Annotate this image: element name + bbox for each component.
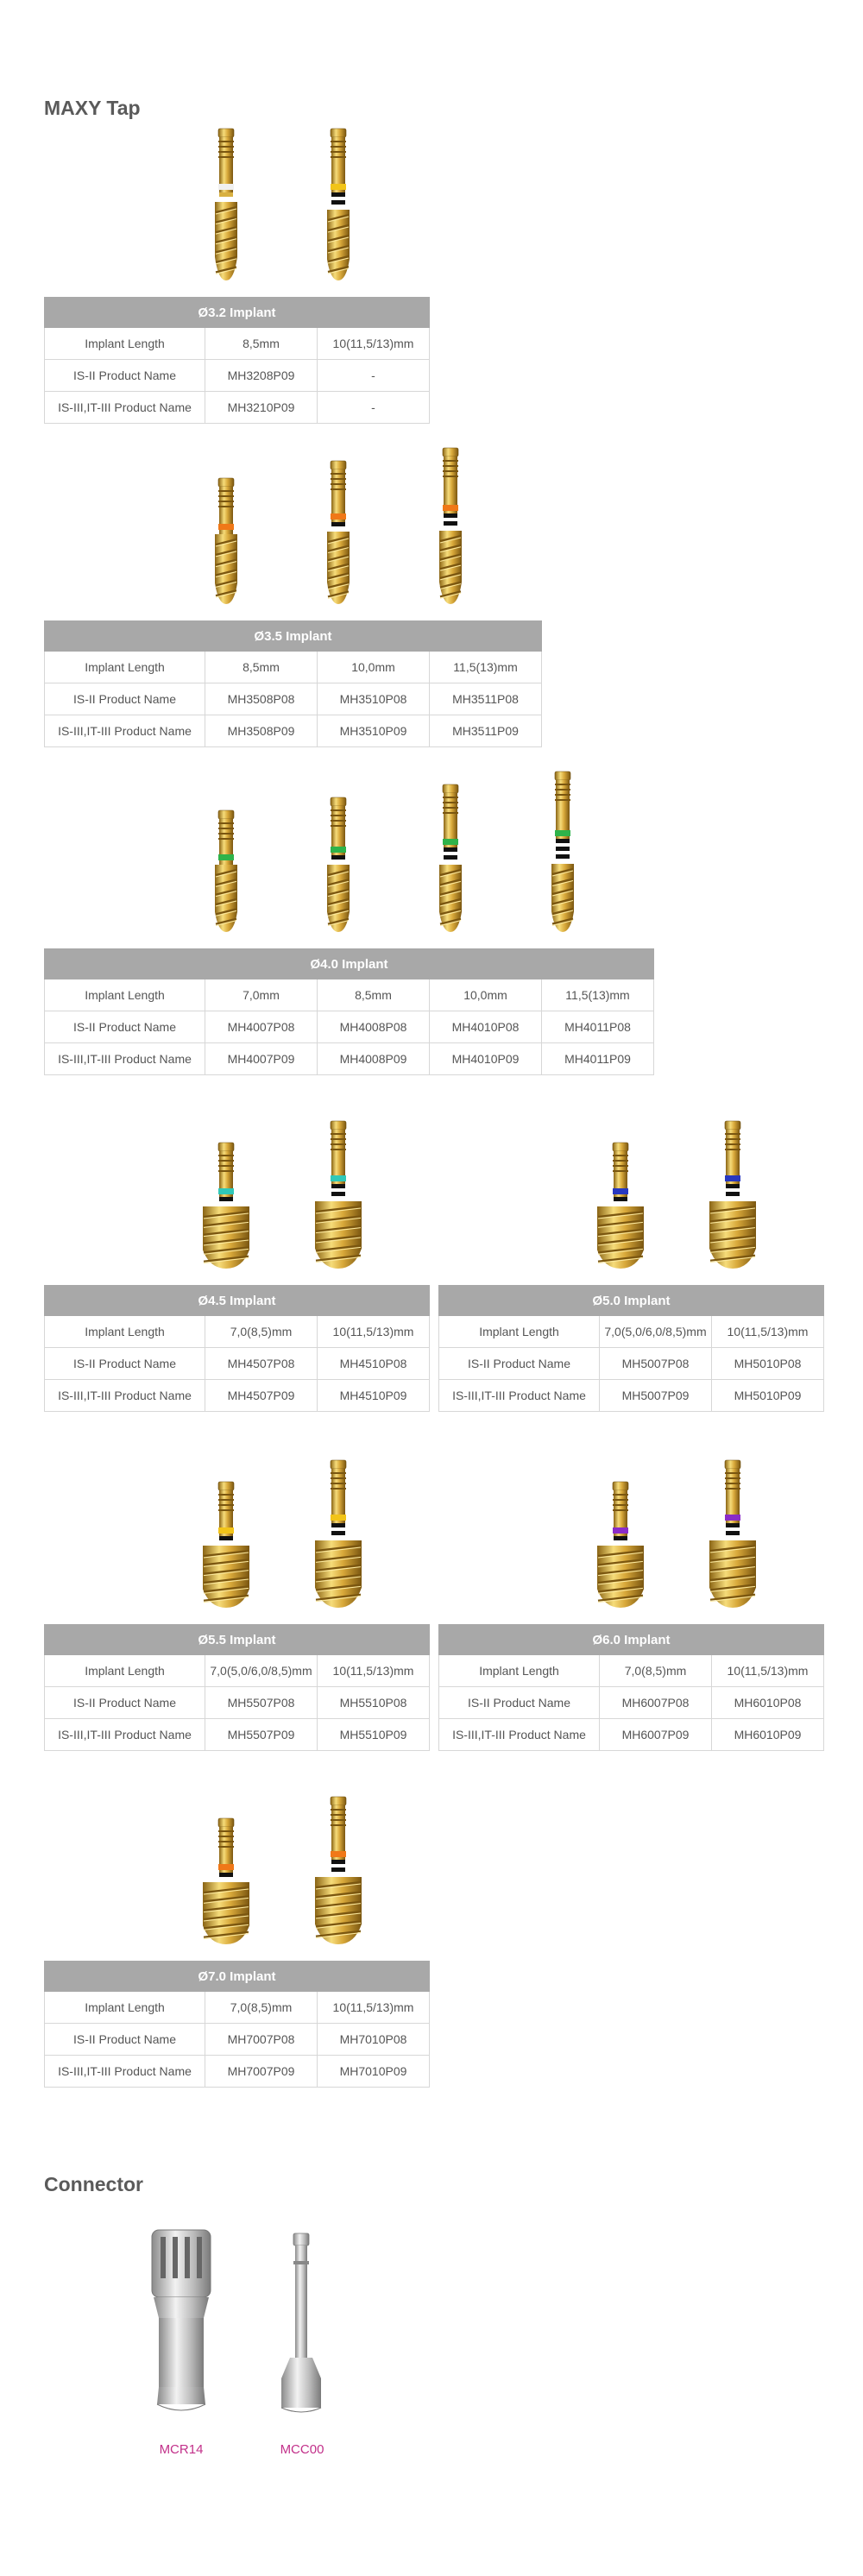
- table-cell: MH3210P09: [205, 392, 318, 424]
- table-cell: MH7007P08: [205, 2024, 318, 2056]
- connector-item: [242, 2226, 362, 2457]
- table-cell: 11,5(13)mm: [542, 979, 654, 1011]
- tap-tool: [595, 1480, 646, 1614]
- implant-spec-table: [438, 1285, 824, 1412]
- implant-title: Ø5.0 Implant: [439, 1286, 824, 1316]
- tap-tool-icon: [321, 127, 356, 282]
- implant-title: Ø7.0 Implant: [45, 1962, 430, 1992]
- implant-spec-table: [44, 1624, 430, 1751]
- is3-product-row: [45, 1043, 654, 1075]
- tap-tool-icon: [595, 1480, 646, 1609]
- row-label: IS-II Product Name: [45, 2024, 205, 2056]
- tap-tool-row: [44, 128, 429, 287]
- tap-tool-row: [438, 1453, 823, 1614]
- is3-product-row: [45, 1380, 430, 1412]
- table-cell: 10(11,5/13)mm: [318, 1316, 430, 1348]
- table-cell: 10(11,5/13)mm: [712, 1655, 824, 1687]
- table-cell: MH5007P09: [600, 1380, 712, 1412]
- tap-tool-icon: [209, 476, 243, 606]
- table-cell: MH4510P09: [318, 1380, 430, 1412]
- tap-tool: [321, 127, 356, 287]
- table-cell: 8,5mm: [205, 328, 318, 360]
- tap-tool-row: [44, 1453, 429, 1614]
- table-cell: MH3510P08: [318, 683, 430, 715]
- implant-length-row: [45, 1655, 430, 1687]
- table-cell: 10(11,5/13)mm: [318, 328, 430, 360]
- table-cell: 11,5(13)mm: [430, 652, 542, 683]
- implant-length-row: [45, 328, 430, 360]
- row-label: IS-III,IT-III Product Name: [45, 1043, 205, 1075]
- implant-title: Ø5.5 Implant: [45, 1625, 430, 1655]
- tap-tool-icon: [707, 1119, 759, 1270]
- tap-tool-icon: [433, 783, 468, 934]
- tap-tool-icon: [200, 1480, 252, 1609]
- implant-length-row: [439, 1655, 824, 1687]
- tap-tool: [433, 783, 468, 938]
- row-label: Implant Length: [45, 328, 205, 360]
- implant-title: Ø4.5 Implant: [45, 1286, 430, 1316]
- tap-tool-icon: [312, 1795, 364, 1946]
- table-cell: MH4011P09: [542, 1043, 654, 1075]
- implant-title: Ø3.5 Implant: [45, 621, 542, 652]
- table-cell: MH6010P09: [712, 1719, 824, 1751]
- table-cell: MH5507P08: [205, 1687, 318, 1719]
- implant-length-row: [439, 1316, 824, 1348]
- connector-mcc00-icon: [242, 2226, 362, 2434]
- table-cell: 7,0(8,5)mm: [205, 1992, 318, 2024]
- tap-tool-icon: [209, 127, 243, 282]
- table-cell: 10(11,5/13)mm: [318, 1655, 430, 1687]
- table-cell: MH3508P09: [205, 715, 318, 747]
- tap-tool-row: [438, 1113, 823, 1275]
- tap-tool-icon: [321, 459, 356, 606]
- table-cell: MH5007P08: [600, 1348, 712, 1380]
- table-cell: MH3510P09: [318, 715, 430, 747]
- tap-tool: [200, 1480, 252, 1614]
- implant-length-row: [45, 979, 654, 1011]
- row-label: IS-III,IT-III Product Name: [45, 1719, 205, 1751]
- table-cell: MH5507P09: [205, 1719, 318, 1751]
- tap-tool-icon: [209, 809, 243, 934]
- row-label: IS-III,IT-III Product Name: [439, 1380, 600, 1412]
- connector-title: Connector: [44, 2173, 143, 2195]
- row-label: IS-III,IT-III Product Name: [45, 2056, 205, 2088]
- implant-length-row: [45, 1992, 430, 2024]
- tap-tool: [545, 770, 580, 938]
- table-cell: -: [318, 360, 430, 392]
- table-cell: MH7010P09: [318, 2056, 430, 2088]
- is3-product-row: [439, 1380, 824, 1412]
- is2-product-row: [45, 1348, 430, 1380]
- row-label: IS-III,IT-III Product Name: [45, 1380, 205, 1412]
- tap-tool: [209, 476, 243, 610]
- tap-tool-icon: [595, 1141, 646, 1270]
- tap-tool: [312, 1119, 364, 1275]
- table-cell: 8,5mm: [318, 979, 430, 1011]
- table-cell: MH4008P08: [318, 1011, 430, 1043]
- is2-product-row: [45, 1687, 430, 1719]
- table-cell: -: [318, 392, 430, 424]
- is2-product-row: [45, 1011, 654, 1043]
- is3-product-row: [45, 1719, 430, 1751]
- tap-tool-icon: [433, 446, 468, 606]
- tap-tool: [200, 1817, 252, 1950]
- tap-tool: [321, 796, 356, 938]
- tap-tool-icon: [312, 1458, 364, 1609]
- row-label: IS-II Product Name: [45, 360, 205, 392]
- row-label: Implant Length: [45, 979, 205, 1011]
- row-label: Implant Length: [45, 1655, 205, 1687]
- row-label: Implant Length: [45, 652, 205, 683]
- table-cell: 7,0(8,5)mm: [205, 1316, 318, 1348]
- tap-tool-row: [44, 1792, 429, 1950]
- table-cell: MH6007P09: [600, 1719, 712, 1751]
- table-cell: 7,0mm: [205, 979, 318, 1011]
- implant-length-row: [45, 1316, 430, 1348]
- table-cell: 10(11,5/13)mm: [712, 1316, 824, 1348]
- is3-product-row: [45, 715, 542, 747]
- tap-tool-row: [44, 1113, 429, 1275]
- table-cell: MH4510P08: [318, 1348, 430, 1380]
- table-cell: MH3511P08: [430, 683, 542, 715]
- table-cell: MH6010P08: [712, 1687, 824, 1719]
- row-label: IS-II Product Name: [439, 1687, 600, 1719]
- implant-spec-table: [44, 620, 542, 747]
- table-cell: MH4007P08: [205, 1011, 318, 1043]
- tap-tool-icon: [707, 1458, 759, 1609]
- table-cell: MH4010P09: [430, 1043, 542, 1075]
- tap-tool: [707, 1458, 759, 1614]
- table-cell: 7,0(5,0/6,0/8,5)mm: [600, 1316, 712, 1348]
- is3-product-row: [45, 2056, 430, 2088]
- implant-spec-table: [44, 1961, 430, 2088]
- row-label: Implant Length: [45, 1316, 205, 1348]
- table-cell: 7,0(8,5)mm: [600, 1655, 712, 1687]
- tap-tool: [321, 459, 356, 610]
- tap-tool-row: [44, 449, 541, 610]
- implant-title: Ø3.2 Implant: [45, 298, 430, 328]
- table-cell: MH6007P08: [600, 1687, 712, 1719]
- row-label: IS-III,IT-III Product Name: [45, 392, 205, 424]
- table-cell: MH3508P08: [205, 683, 318, 715]
- maxy-tap-title: MAXY Tap: [44, 97, 141, 119]
- is3-product-row: [439, 1719, 824, 1751]
- implant-spec-table: [438, 1624, 824, 1751]
- table-cell: MH3208P09: [205, 360, 318, 392]
- table-cell: MH4507P08: [205, 1348, 318, 1380]
- is2-product-row: [45, 2024, 430, 2056]
- table-cell: 7,0(5,0/6,0/8,5)mm: [205, 1655, 318, 1687]
- table-cell: MH4011P08: [542, 1011, 654, 1043]
- table-cell: MH5010P08: [712, 1348, 824, 1380]
- tap-tool: [209, 127, 243, 287]
- is2-product-row: [439, 1687, 824, 1719]
- table-cell: MH5010P09: [712, 1380, 824, 1412]
- implant-title: Ø6.0 Implant: [439, 1625, 824, 1655]
- implant-spec-table: [44, 948, 654, 1075]
- row-label: Implant Length: [439, 1655, 600, 1687]
- is2-product-row: [45, 360, 430, 392]
- is2-product-row: [45, 683, 542, 715]
- tap-tool: [433, 446, 468, 610]
- table-cell: MH3511P09: [430, 715, 542, 747]
- table-cell: MH5510P09: [318, 1719, 430, 1751]
- table-cell: MH4008P09: [318, 1043, 430, 1075]
- tap-tool-row: [44, 775, 653, 938]
- tap-tool-icon: [200, 1817, 252, 1946]
- tap-tool: [200, 1141, 252, 1275]
- tap-tool-icon: [545, 770, 580, 934]
- is3-product-row: [45, 392, 430, 424]
- row-label: IS-III,IT-III Product Name: [45, 715, 205, 747]
- table-cell: MH5510P08: [318, 1687, 430, 1719]
- table-cell: MH4507P09: [205, 1380, 318, 1412]
- row-label: IS-II Product Name: [45, 1348, 205, 1380]
- table-cell: MH7010P08: [318, 2024, 430, 2056]
- table-cell: MH4007P09: [205, 1043, 318, 1075]
- implant-title: Ø4.0 Implant: [45, 949, 654, 979]
- tap-tool-icon: [200, 1141, 252, 1270]
- connector-mcr14-icon: [121, 2226, 242, 2434]
- implant-spec-table: [44, 1285, 430, 1412]
- connector-label: MCR14: [159, 2442, 204, 2457]
- tap-tool-icon: [321, 796, 356, 934]
- implant-spec-table: [44, 297, 430, 424]
- table-cell: 10,0mm: [430, 979, 542, 1011]
- row-label: IS-II Product Name: [45, 1687, 205, 1719]
- row-label: IS-III,IT-III Product Name: [439, 1719, 600, 1751]
- tap-tool: [209, 809, 243, 938]
- is2-product-row: [439, 1348, 824, 1380]
- connector-label: MCC00: [280, 2442, 324, 2457]
- tap-tool: [707, 1119, 759, 1275]
- table-cell: 8,5mm: [205, 652, 318, 683]
- tap-tool-icon: [312, 1119, 364, 1270]
- row-label: IS-II Product Name: [45, 1011, 205, 1043]
- row-label: IS-II Product Name: [45, 683, 205, 715]
- implant-length-row: [45, 652, 542, 683]
- row-label: IS-II Product Name: [439, 1348, 600, 1380]
- table-cell: 10(11,5/13)mm: [318, 1992, 430, 2024]
- row-label: Implant Length: [439, 1316, 600, 1348]
- table-cell: MH7007P09: [205, 2056, 318, 2088]
- table-cell: MH4010P08: [430, 1011, 542, 1043]
- tap-tool: [595, 1141, 646, 1275]
- row-label: Implant Length: [45, 1992, 205, 2024]
- tap-tool: [312, 1795, 364, 1950]
- table-cell: 10,0mm: [318, 652, 430, 683]
- connector-item: [121, 2226, 242, 2457]
- tap-tool: [312, 1458, 364, 1614]
